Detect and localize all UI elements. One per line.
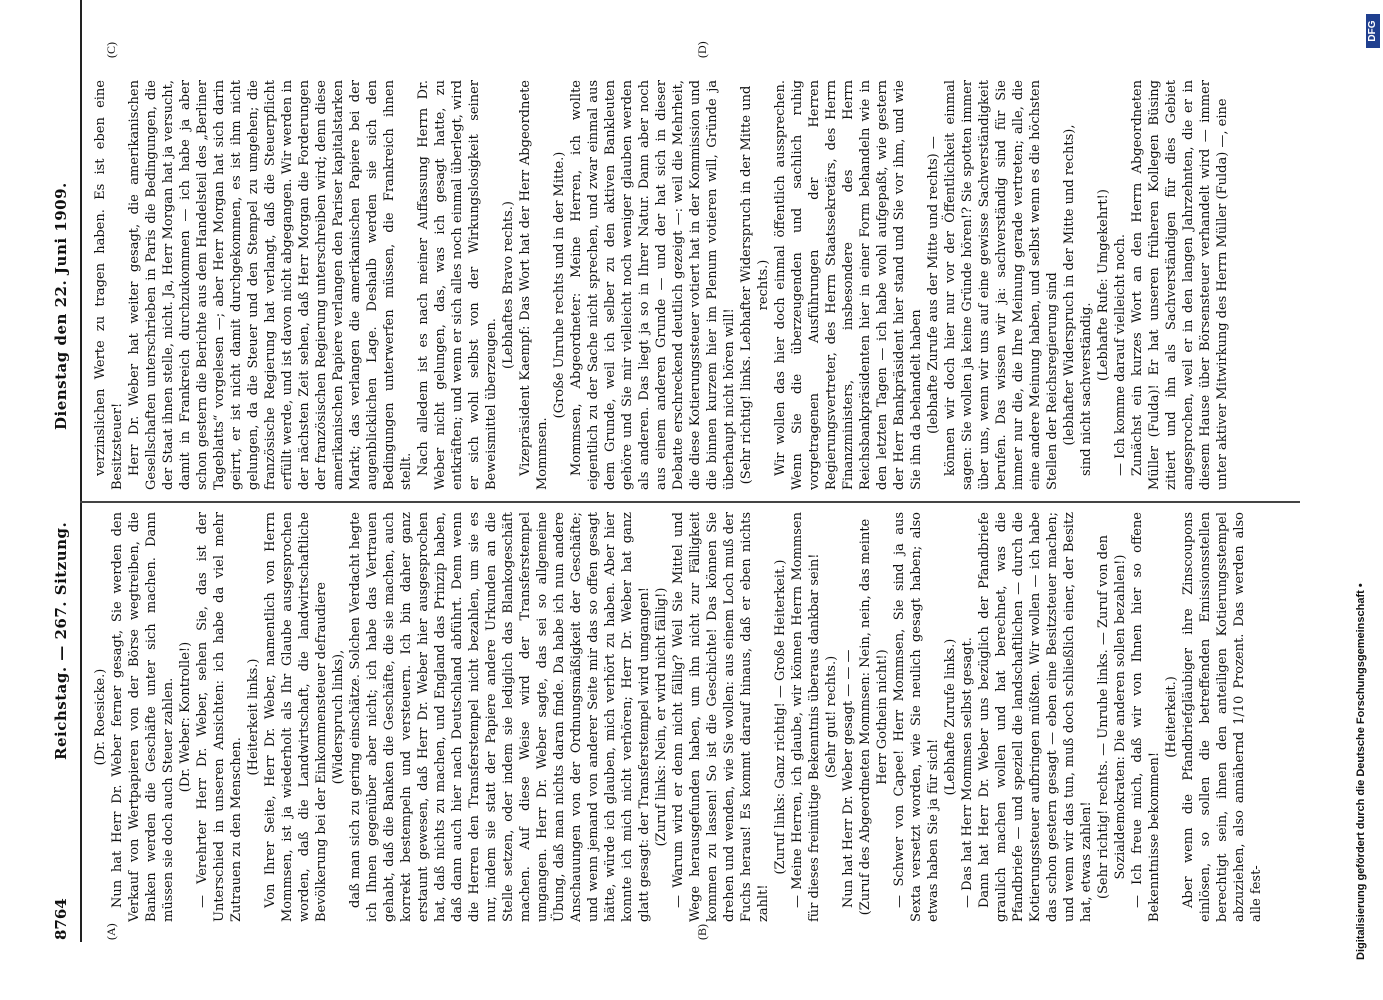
margin-marker-c: (C): [104, 42, 118, 58]
paragraph: (lebhafte Zurufe aus der Mitte und rechts) —: [926, 136, 941, 434]
margin-marker-d: (D): [695, 41, 709, 58]
paragraph: Herr Dr. Weber hat weiter gesagt, die amerikanischen Gesellschaften unterschrieben in Paris die Bedingungen, die der Staat ihnen stelle, nicht. Ja, Herr Morgan hat ja versucht, damit in Frankreich durchzukommen — ich habe ja aber schon gestern die Berichte aus dem Handelsteil des „Berliner Tageblatts“ vorgelesen —; aber Herr Morgan hat sich darin geirrt, er ist nicht damit durchgekommen, es ist ihm nicht gelungen, da die Steuer und den Stempel zu umgehen; die französische Regierung hat verlangt, daß die Steuerpflicht erfüllt werde, und ist davon nicht abgegangen. Wir werden in der nächsten Zeit sehen, daß Herr Morgan die Forderungen der französischen Regierung unterschreiben wird; denn diese amerikanischen Papiere verlangen den Pariser kapitalstarken Markt; das verlangen die amerikanischen Papiere bei der augenblicklichen Lage. Deshalb werden sie sich den Bedingungen unterwerfen müssen, die Frankreich ihnen stellt.: [127, 80, 414, 490]
paragraph: Mommsen, Abgeordneter: Meine Herren, ich wollte eigentlich zu der Sache nicht sprechen, und zwar einmal aus dem Grunde, weil ich selber zu den aktiven Bankleuten gehöre und Sie mir vielleicht noch weniger glauben werden als anderen. Das liegt ja so in Ihrer Natur. Dann aber noch aus einem anderen Grunde — und der hat sich in dieser Debatte erschreckend deutlich gezeigt —: weil die Mehrheit, die diese Kotierungssteuer votiert hat in der Kommission und die binnen kurzem hier im Plenum votieren will, Gründe ja überhaupt nicht hören will!: [569, 80, 737, 490]
header-rule: [80, 0, 82, 942]
paragraph: sind nicht sachverständig.: [1079, 302, 1094, 476]
page-number: 8764: [52, 898, 70, 940]
paragraph: — Meine Herren, ich glaube, wir können Herrn Mommsen für dieses freimütige Bekenntnis überaus dankbar sein!: [790, 512, 822, 922]
paragraph: Von Ihrer Seite, Herr Dr. Weber, namentlich von Herrn Mommsen, ist ja wiederholt als Ihr Glaube ausgesprochen worden, daß die Landwirtschaft, die landwirtschaftliche Bevölkerung bei der Einkommensteuer defraudiere: [263, 512, 329, 922]
left-text-column: [92, 512, 1302, 922]
paragraph: (Widerspruch links),: [331, 649, 346, 785]
paragraph: — Warum wird er denn nicht fällig? Weil Sie Mittel und Wege herausgefunden haben, um ihn nicht zur Fälligkeit kommen zu lassen! So ist die Geschichte! Das können Sie drehen und wenden, wie Sie wollen: aus einem Loch muß der Fuchs heraus! Es kommt darauf hinaus, daß er eben nichts zahlt!: [671, 512, 771, 922]
paragraph: Nun hat Herr Dr. Weber gesagt — — —: [841, 649, 856, 908]
paragraph: — Schwer von Capee! Herr Mommsen, Sie sind ja aus Sexta versetzt worden, wie Sie neulich gesagt haben; also etwas haben Sie ja für sich!: [892, 512, 941, 922]
paragraph: (Zuruf des Abgeordneten Mommsen: Nein, nein, das meinte Herr Gothein nicht!): [858, 518, 890, 916]
column-divider: [80, 502, 1300, 504]
paragraph: (lebhafter Widerspruch in der Mitte und rechts),: [1062, 124, 1077, 446]
paragraph: (Zuruf links: Ganz richtig! — Große Heiterkeit.): [773, 559, 788, 875]
paragraph: (Dr. Weber: Kontrolle!): [178, 641, 193, 793]
paragraph: (Heiterkeit links.): [246, 658, 261, 776]
paragraph: Nun hat Herr Dr. Weber ferner gesagt, Sie werden den Verkauf von Wertpapieren von der Börse wegtreiben, die Banken werden die Geschäfte unter sich machen. Dann müssen sie doch auch Steuer zahlen.: [110, 512, 176, 922]
margin-marker-a: (A): [104, 923, 118, 940]
paragraph: können wir doch hier nur vor der Öffentlichkeit einmal sagen: Sie wollen ja keine Gründe hören!? Sie spotten immer über uns, wenn wir uns auf eine gewisse Sachverständigkeit berufen. Das wissen wir ja: sachverständig sind für Sie immer nur die, die Ihre Meinung gerade vertreten; alle, die eine andere Meinung haben, und selbst wenn es die höchsten Stellen der Reichsregierung sind: [943, 80, 1060, 490]
paragraph: — Das hat Herr Mommsen selbst gesagt.: [960, 637, 975, 908]
paragraph: (Lebhafte Rufe: Umgekehrt!): [1096, 189, 1111, 381]
paragraph: Zunächst ein kurzes Wort an den Herrn Abgeordneten Müller (Fulda)! Er hat unseren früheren Kollegen Büsing zitiert und ihn als Sachverständigen für dies Gebiet angesprochen, weil er in den langen Jahrzehnten, die er in diesem Hause über Börsensteuer verhandelt wird — immer unter aktiver Mitwirkung des Herrn Müller (Fulda) —, eine: [1130, 80, 1230, 490]
dfg-logo: DFG: [1366, 14, 1380, 48]
paragraph: Aber wenn die Pfandbriefgläubiger ihre Zinscoupons einlösen, so sollen die betreffenden Emissionsstellen berechtigt sein, ihnen den anteiligen Kotierungsstempel abzuziehen, also annähernd 1/10 Prozent. Das werden also alle fest-: [1181, 512, 1264, 922]
paragraph: (Dr. Roesicke.): [93, 668, 108, 766]
paragraph: (Sehr richtig! links. Lebhafter Widerspruch in der Mitte und rechts.): [739, 85, 771, 485]
paragraph: (Sehr gut! rechts.): [824, 655, 839, 779]
paragraph: daß man sich zu gering einschätze. Solchen Verdacht hegte ich Ihnen gegenüber aber nicht; ich habe das Vertrauen gehabt, daß die Banken die Geschäfte, die sie machen, auch korrekt bestempeln und versteuern. Ich bin daher ganz erstaunt gewesen, daß Herr Dr. Weber hier ausgesprochen hat, daß nichts zu machen, und England das Prinzip haben, daß dann auch hier nach Deutschland abführt. Denn wenn die Herren den Transferstempel nicht bezahlen, um sie es nur, indem sie statt der Papiere andere Urkunden an die Stelle setzen, oder indem sie lediglich das Blankogeschäft machen. Auf diese Weise wird der Transferstempel umgangen. Herr Dr. Weber sagte, das sei so allgemeine Übung, daß man nichts daran finde. Da habe ich nun andere Anschauungen von der Ordnungsmäßigkeit der Geschäfte; und wenn jemand von anderer Seite mir das so offen gesagt hätte, würde ich glauben, mich verhört zu haben. Aber hier konnte ich mich nicht verhören; Herr Dr. Weber hat ganz glatt gesagt: der Transferstempel wird umgangen!: [348, 512, 652, 922]
right-header-title: Dienstag den 22. Juni 1909.: [52, 182, 70, 430]
digitization-credit: Digitalisierung gefördert durch die Deutsche Forschungsgemeinschaft •: [1355, 583, 1367, 960]
paragraph: (Lebhafte Zurufe links.): [943, 638, 958, 796]
paragraph: verzinslichen Werte zu tragen haben. Es ist eben eine Besitzsteuer!: [93, 80, 125, 490]
paragraph: — Ich komme darauf vielleicht noch.: [1113, 234, 1128, 476]
paragraph: (Heiterkeit.): [1164, 676, 1179, 758]
margin-marker-b: (B): [695, 924, 709, 940]
paragraph: — Ich freue mich, daß wir von Ihnen hier so offene Bekenntnisse bekommen!: [1130, 512, 1162, 922]
paragraph: (Sehr richtig! rechts. — Unruhe links. — Zuruf von den Sozialdemokraten: Die anderen sollen bezahlen!): [1096, 534, 1128, 900]
paragraph: Wir wollen das hier doch einmal öffentlich aussprechen. Wenn Sie die überzeugenden und sachlich ruhig vorgetragenen Ausführungen der Herren Regierungsvertreter, des Herrn Staatssekretärs, des Herrn Finanzministers, insbesondere des Herrn Reichsbankpräsidenten hier in einer Form behandeln wie in den letzten Tagen — ich habe wohl aufgepaßt, wie gestern der Herr Bankpräsident hier stand und Sie vor ihm, und wie Sie ihn da behandelt haben: [773, 80, 924, 490]
paragraph: — Verehrter Herr Dr. Weber, sehen Sie, das ist der Unterschied in unseren Ansichten: ich habe da viel mehr Zutrauen zu den Menschen.: [195, 512, 244, 922]
page-header: [52, 60, 76, 940]
paragraph: (Lebhaftes Bravo rechts.): [501, 201, 516, 369]
paragraph: Nach alledem ist es nach meiner Auffassung Herrn Dr. Weber nicht gelungen, das, was ich gesagt hatte, zu entkräften; und wenn er sich alles noch einmal überlegt, wird er sich wohl selbst von der Wirkungslosigkeit seiner Beweismittel überzeugen.: [416, 80, 499, 490]
paragraph: (Große Unruhe rechts und in der Mitte.): [552, 151, 567, 419]
paragraph: Vizepräsident Kaempf: Das Wort hat der Herr Abgeordnete Mommsen.: [518, 80, 550, 490]
paragraph: Dann hat Herr Dr. Weber uns bezüglich der Pfandbriefe graulich machen wollen und hat berechnet, was die Pfandbriefe — und speziell die landschaftlichen — durch die Kotierungssteuer aufbringen müßten. Wir wollen — ich habe das schon gestern gesagt — eben eine Besitzsteuer machen; und wenn wir das tun, muß doch schließlich einer, der Besitz hat, etwas zahlen!: [977, 512, 1094, 922]
right-text-column: [92, 80, 1302, 490]
left-header-title: Reichstag. — 267. Sitzung.: [52, 521, 70, 760]
paragraph: (Zuruf links: Nein, er wird nicht fällig!): [654, 587, 669, 847]
